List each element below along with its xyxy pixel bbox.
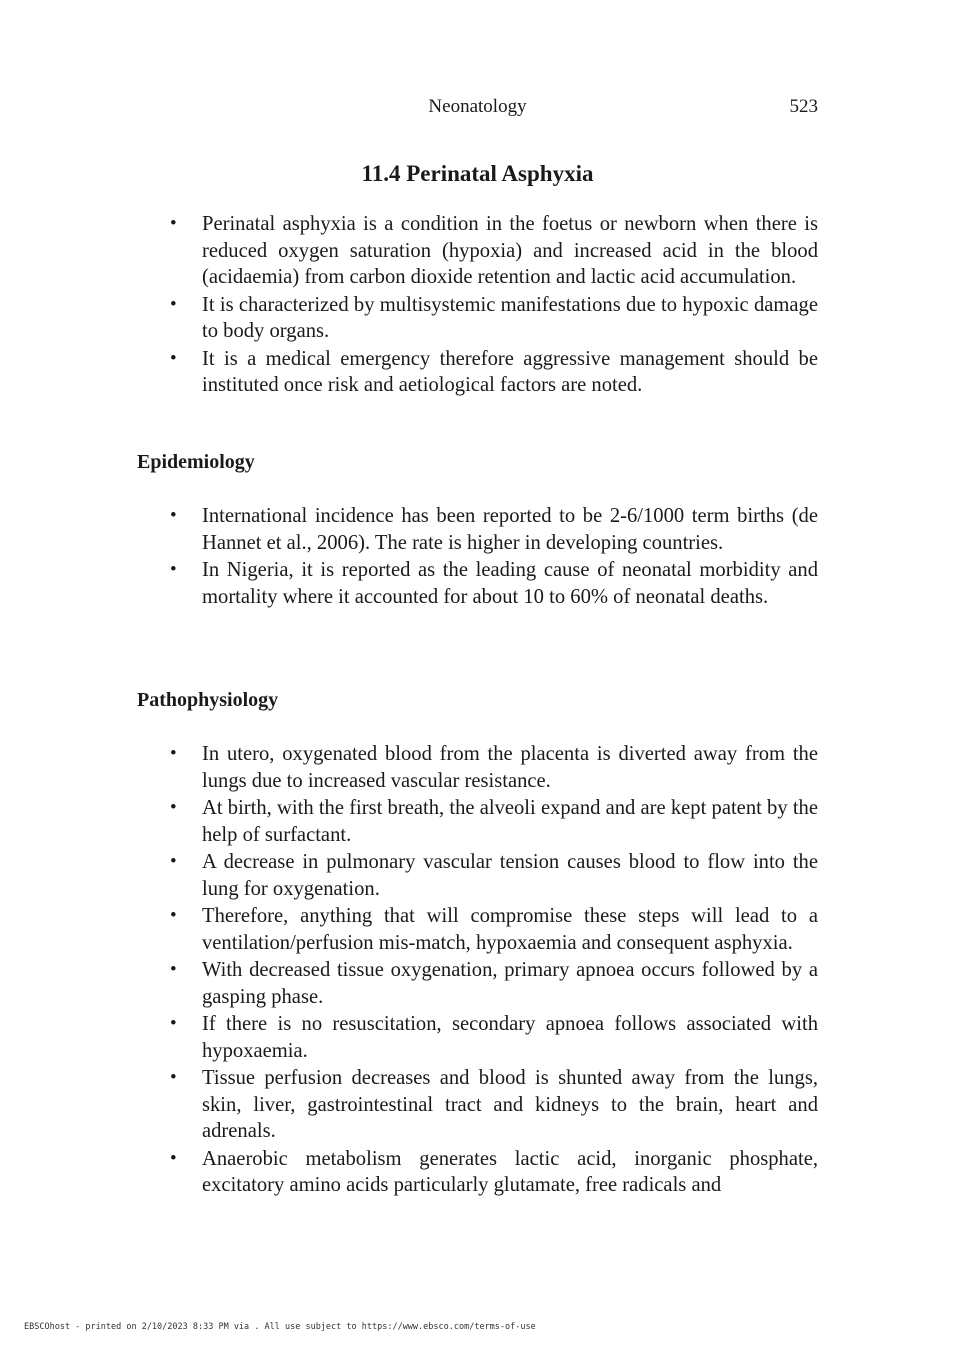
- list-item: [137, 1146, 818, 1199]
- list-item: [137, 211, 818, 291]
- bullet-icon: •: [170, 559, 177, 580]
- section-title: 11.4 Perinatal Asphyxia: [361, 161, 594, 186]
- epidemiology-bullet-list: [137, 503, 818, 611]
- list-item: [137, 503, 818, 556]
- running-title: Neonatology: [428, 96, 527, 117]
- bullet-icon: •: [170, 905, 177, 926]
- bullet-icon: •: [170, 959, 177, 980]
- pathophysiology-bullet-list: [137, 741, 818, 1200]
- list-item: [137, 849, 818, 902]
- bullet-icon: •: [170, 851, 177, 872]
- print-footer: EBSCOhost - printed on 2/10/2023 8:33 PM via . All use subject to https://www.ebsco.com/terms-of-use: [24, 1322, 536, 1332]
- list-item-text: At birth, with the first breath, the alveoli expand and are kept patent by the help of surfactant.: [202, 797, 818, 846]
- bullet-icon: •: [170, 743, 177, 764]
- bullet-icon: •: [170, 505, 177, 526]
- bullet-icon: •: [170, 293, 177, 315]
- bullet-icon: •: [170, 1147, 177, 1169]
- page-number: 523: [789, 96, 818, 117]
- list-item-text: In Nigeria, it is reported as the leading cause of neonatal morbidity and mortality where it accounted for about 10 to 60% of neonatal deaths.: [202, 559, 818, 608]
- list-item-text: Perinatal asphyxia is a condition in the foetus or newborn when there is reduced oxygen saturation (hypoxia) and increased acid in the blood (acidaemia) from carbon dioxide retention and lactic acid accumulation.: [202, 213, 818, 288]
- epidemiology-heading: Epidemiology: [137, 451, 255, 473]
- list-item: [137, 741, 818, 794]
- bullet-icon: •: [170, 797, 177, 818]
- list-item-text: It is characterized by multisystemic manifestations due to hypoxic damage to body organs.: [202, 293, 818, 342]
- list-item: [137, 1065, 818, 1145]
- list-item: [137, 557, 818, 610]
- list-item: [137, 1011, 818, 1064]
- running-header: [137, 96, 818, 122]
- list-item-text: Tissue perfusion decreases and blood is shunted away from the lungs, skin, liver, gastrointestinal tract and kidneys to the brain, heart and adrenals.: [202, 1067, 818, 1142]
- bullet-icon: •: [170, 213, 177, 234]
- pathophysiology-heading: Pathophysiology: [137, 689, 279, 711]
- bullet-icon: •: [170, 1067, 177, 1088]
- list-item-text: Anaerobic metabolism generates lactic acid, inorganic phosphate, excitatory amino acids particularly glutamate, free radicals and: [202, 1147, 818, 1196]
- bullet-icon: •: [170, 1013, 177, 1034]
- list-item: [137, 795, 818, 848]
- list-item: [137, 292, 818, 345]
- bullet-icon: •: [170, 347, 177, 369]
- list-item: [137, 903, 818, 956]
- intro-bullet-list: [137, 211, 818, 400]
- list-item-text: It is a medical emergency therefore aggressive management should be instituted once risk and aetiological factors are noted.: [202, 347, 818, 396]
- list-item-text: In utero, oxygenated blood from the placenta is diverted away from the lungs due to increased vascular resistance.: [202, 743, 818, 792]
- list-item: [137, 346, 818, 399]
- list-item-text: With decreased tissue oxygenation, primary apnoea occurs followed by a gasping phase.: [202, 959, 818, 1008]
- list-item-text: Therefore, anything that will compromise these steps will lead to a ventilation/perfusion mis-match, hypoxaemia and consequent asphyxia.: [202, 905, 818, 954]
- list-item-text: International incidence has been reported to be 2-6/1000 term births (de Hannet et al., 2006). The rate is higher in developing countries.: [202, 505, 818, 554]
- list-item-text: If there is no resuscitation, secondary apnoea follows associated with hypoxaemia.: [202, 1013, 818, 1062]
- list-item-text: A decrease in pulmonary vascular tension causes blood to flow into the lung for oxygenation.: [202, 851, 818, 900]
- list-item: [137, 957, 818, 1010]
